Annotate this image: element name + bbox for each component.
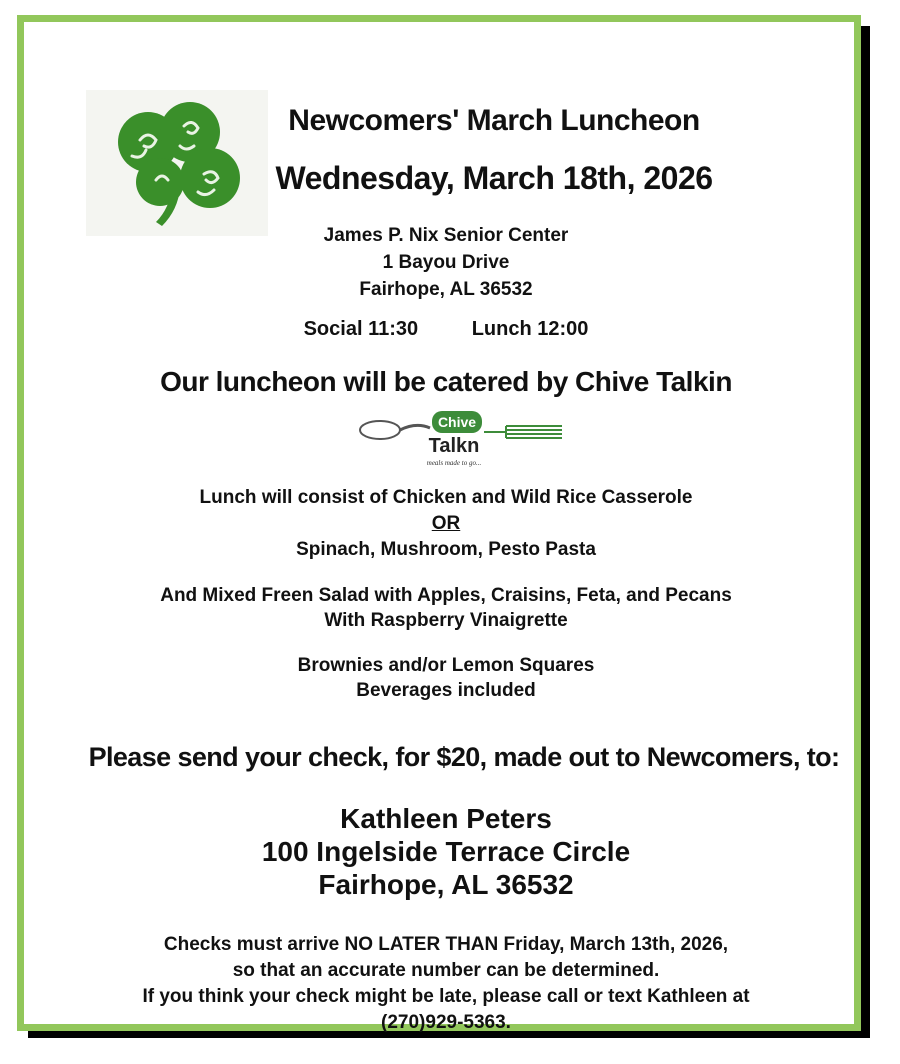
svg-text:Talkn: Talkn <box>428 435 480 457</box>
deadline-line-3: If you think your check might be late, please call or text Kathleen at <box>142 986 750 1007</box>
menu-salad-2: With Raspberry Vinaigrette <box>324 610 568 631</box>
deadline-line-1: Checks must arrive NO LATER THAN Friday, March 13th, 2026, <box>163 934 729 955</box>
svg-text:Chive: Chive <box>437 414 477 430</box>
deadline-phone: (270)929-5363. <box>381 1012 511 1033</box>
social-time: Social 11:30 <box>303 318 419 340</box>
menu-salad <box>24 583 868 633</box>
payment-name: Kathleen Peters <box>340 803 552 834</box>
caterer-line: Our luncheon will be catered by Chive Talkin <box>160 366 732 397</box>
lunch-time: Lunch 12:00 <box>471 318 589 340</box>
venue-address <box>24 222 868 303</box>
payment-instruction: Please send your check, for $20, made out to Newcomers, to: <box>88 742 840 772</box>
flyer-card <box>17 15 861 1031</box>
payment-address <box>24 802 868 901</box>
event-date: Wednesday, March 18th, 2026 <box>275 160 713 196</box>
menu-mains <box>24 485 868 563</box>
menu-main-1: Lunch will consist of Chicken and Wild Rice Casserole <box>199 487 693 508</box>
menu-beverages-line: Beverages included <box>356 680 536 701</box>
venue-city: Fairhope, AL 36532 <box>359 279 533 300</box>
deadline-line-2: so that an accurate number can be determined. <box>232 960 660 981</box>
menu-salad-1: And Mixed Freen Salad with Apples, Craisins, Feta, and Pecans <box>160 585 732 606</box>
payment-city: Fairhope, AL 36532 <box>318 869 574 900</box>
menu-dessert-line: Brownies and/or Lemon Squares <box>297 655 595 676</box>
svg-text:meals made to go...: meals made to go... <box>426 459 482 467</box>
menu-or: OR <box>431 513 461 534</box>
deadline-note <box>24 932 868 1036</box>
spoon-icon <box>360 421 430 439</box>
venue-street: 1 Bayou Drive <box>382 252 510 273</box>
payment-street: 100 Ingelside Terrace Circle <box>261 836 631 867</box>
event-title: Newcomers' March Luncheon <box>288 104 700 137</box>
chive-talkin-logo <box>356 408 566 468</box>
menu-main-2: Spinach, Mushroom, Pesto Pasta <box>296 539 596 560</box>
fork-icon <box>484 426 562 438</box>
venue-name: James P. Nix Senior Center <box>323 225 569 246</box>
menu-dessert <box>24 653 868 703</box>
event-times <box>24 318 868 341</box>
